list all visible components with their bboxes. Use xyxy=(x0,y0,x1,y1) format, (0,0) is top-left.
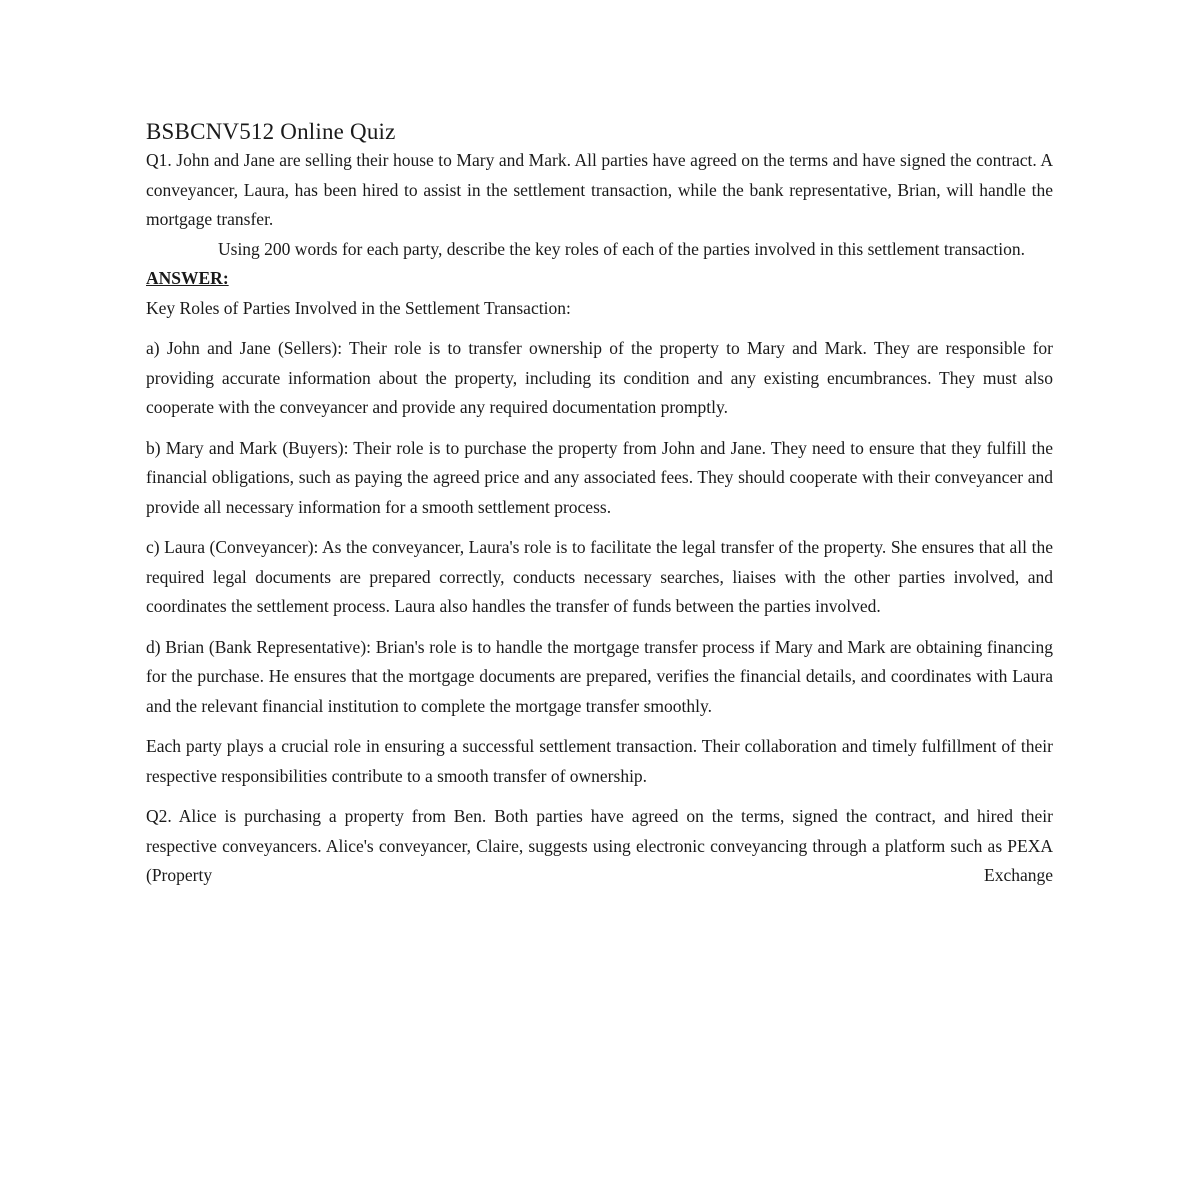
document-page xyxy=(146,118,1053,1200)
role-bank-representative: d) Brian (Bank Representative): Brian's role is to handle the mortgage transfer process if Mary and Mark are obtaining financing for the purchase. He ensures that the mortgage documents are prepared, verifies the financial details, and coordinates with Laura and the relevant financial institution to complete the mortgage transfer smoothly. xyxy=(146,636,1053,716)
answer-label-line xyxy=(146,264,1053,294)
answer-label: ANSWER: xyxy=(146,268,229,288)
role-sellers: a) John and Jane (Sellers): Their role is to transfer ownership of the property to Mary and Mark. They are responsible for providing accurate information about the property, including its condition and any existing encumbrances. They must also cooperate with the conveyancer and provide any required documentation promptly. xyxy=(146,338,1053,417)
question-1-text: Q1. John and Jane are selling their house to Mary and Mark. All parties have agreed on the terms and have signed the contract. A conveyancer, Laura, has been hired to assist in the settlement transaction, while the bank representative, Brian, will handle the mortgage transfer. xyxy=(146,150,1053,229)
question-2-text: Q2. Alice is purchasing a property from Ben. Both parties have agreed on the terms, signed the contract, and hired their respective conveyancers. Alice's conveyancer, Claire, suggests using electronic conveyancing through a platform such as PEXA (Property Exchange xyxy=(146,806,1053,885)
question-1-instruction: Using 200 words for each party, describe the key roles of each of the parties involved in this settlement transaction. xyxy=(218,238,1026,259)
conclusion-paragraph: Each party plays a crucial role in ensuring a successful settlement transaction. Their collaboration and timely fulfillment of their respective responsibilities contribute to a smooth transfer of ownership. xyxy=(146,736,1053,786)
role-conveyancer: c) Laura (Conveyancer): As the conveyancer, Laura's role is to facilitate the legal transfer of the property. She ensures that all the required legal documents are prepared correctly, conducts necessary searches, liaises with the other parties involved, and coordinates the settlement process. Laura also handles the transfer of funds between the parties involved. xyxy=(146,537,1053,616)
role-buyers: b) Mary and Mark (Buyers): Their role is to purchase the property from John and Jane. They need to ensure that they fulfill the financial obligations, such as paying the agreed price and any associated fees. They should cooperate with their conveyancer and provide all necessary information for a smooth settlement process. xyxy=(146,437,1053,517)
answer-heading: Key Roles of Parties Involved in the Settlement Transaction: xyxy=(146,297,571,318)
document-title: BSBCNV512 Online Quiz xyxy=(146,119,396,144)
